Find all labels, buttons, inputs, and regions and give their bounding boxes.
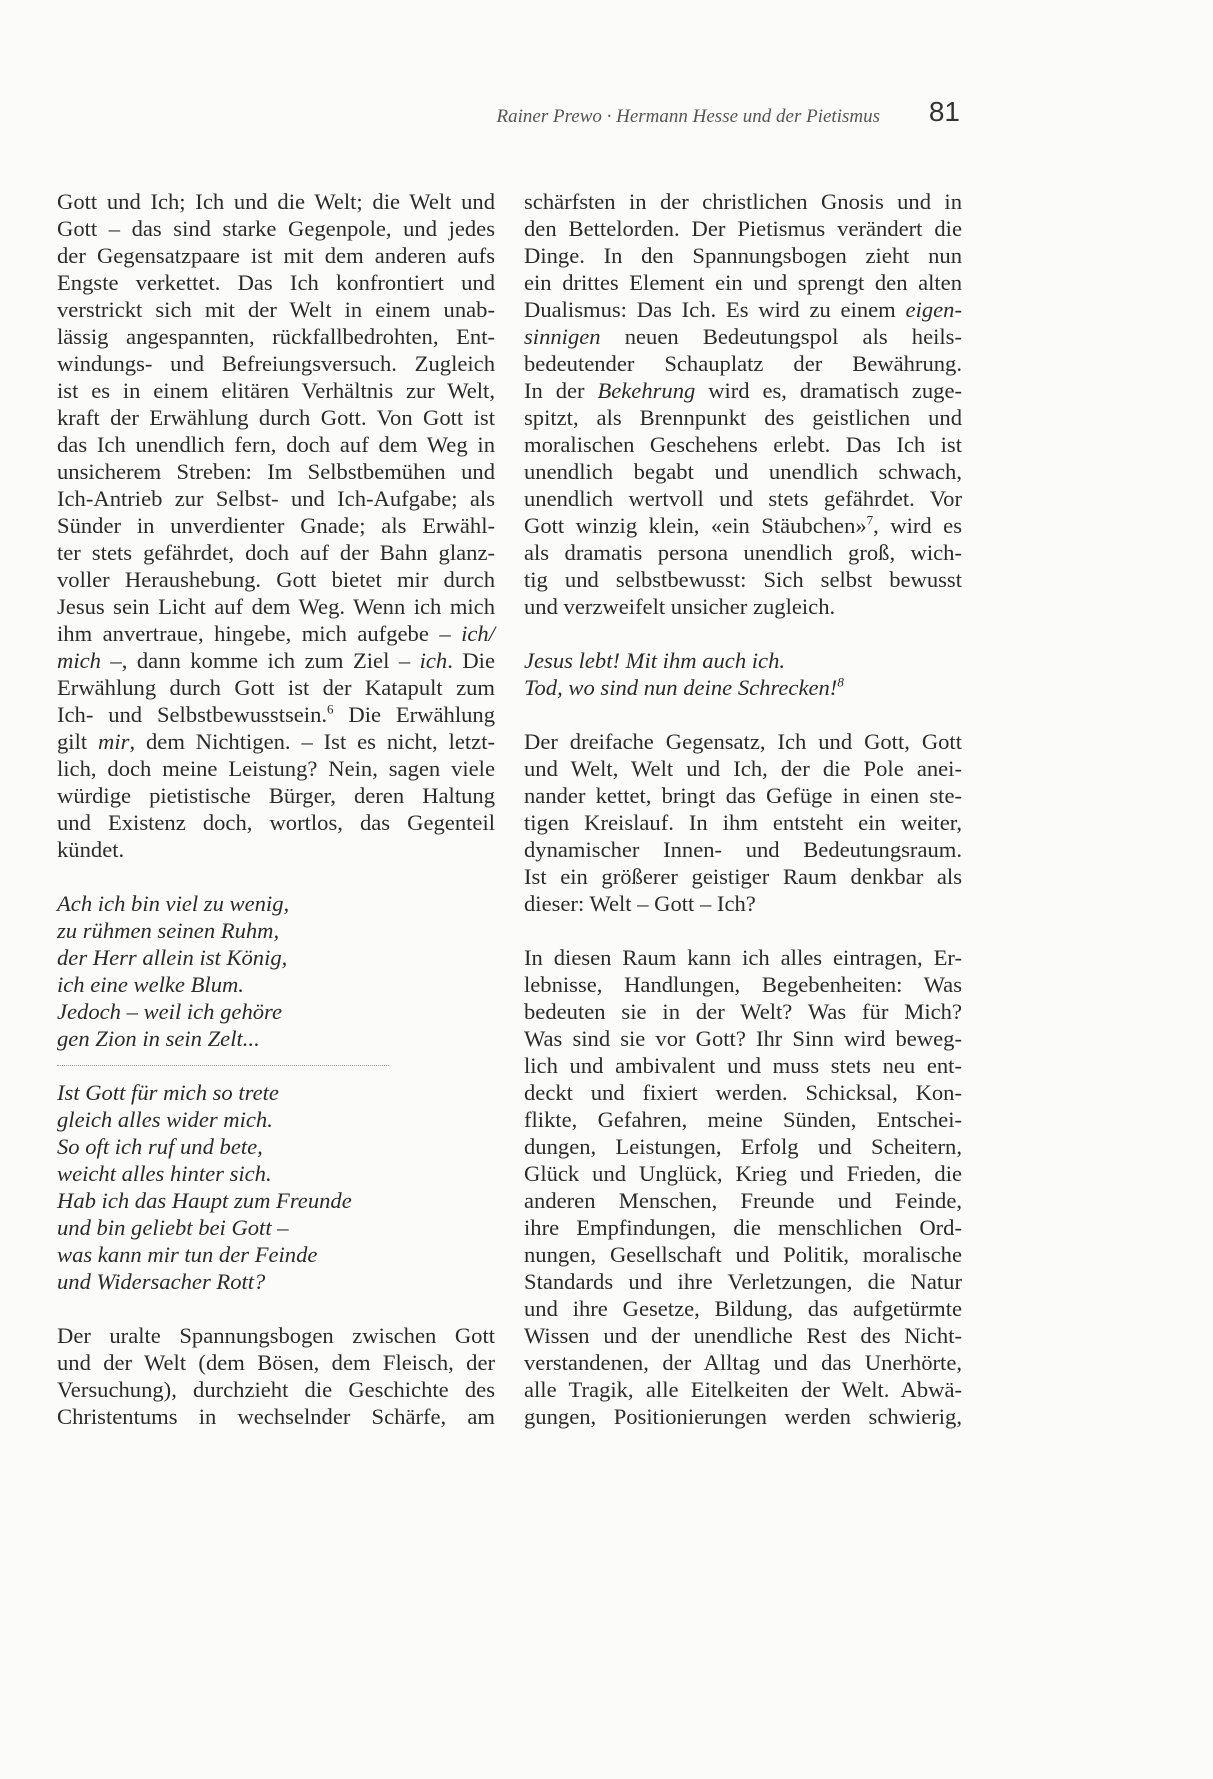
text-line: Wissen und der unendliche Rest des Nicht- bbox=[524, 1323, 962, 1348]
text-line: als dramatis persona unendlich groß, wich- bbox=[524, 540, 962, 565]
text-run: , wird es bbox=[873, 513, 962, 538]
italic-run: sinnigen bbox=[524, 324, 601, 349]
text-line: gungen, Positionierungen werden schwierig, bbox=[524, 1404, 962, 1429]
text-line bbox=[524, 296, 962, 323]
text-line bbox=[524, 512, 962, 539]
text-run: . Die bbox=[447, 648, 495, 673]
text-line: lich und ambivalent und muss stets neu ent- bbox=[524, 1053, 962, 1078]
text-line: ihre Empfindungen, die menschlichen Ord- bbox=[524, 1215, 962, 1240]
text-line: Was sind sie vor Gott? Ihr Sinn wird beweg- bbox=[524, 1026, 962, 1051]
text-line: Christentums in wechselnder Schärfe, am bbox=[57, 1404, 495, 1429]
text-line: dungen, Leistungen, Erfolg und Scheitern, bbox=[524, 1134, 962, 1159]
text-line: Gott und Ich; Ich und die Welt; die Welt und bbox=[57, 189, 495, 214]
text-line: Jesus sein Licht auf dem Weg. Wenn ich mich bbox=[57, 594, 495, 619]
text-run: ihm anvertraue, hingebe, mich aufgebe – bbox=[57, 621, 462, 646]
text-line: nungen, Gesellschaft und Politik, moralische bbox=[524, 1242, 962, 1267]
footnote-ref-7[interactable]: 7 bbox=[866, 512, 874, 528]
text-run: Tod, wo sind nun deine Schrecken! bbox=[524, 675, 838, 700]
spacer bbox=[524, 917, 962, 944]
text-line: verstrickt sich mit der Welt in einem unab- bbox=[57, 297, 495, 322]
footnote-ref-6[interactable]: 6 bbox=[327, 701, 334, 717]
text-run: , dem Nichtigen. – Ist es nicht, letzt- bbox=[129, 729, 496, 754]
text-line: ein drittes Element ein und sprengt den alten bbox=[524, 270, 962, 295]
verse-line: was kann mir tun der Feinde bbox=[57, 1242, 318, 1267]
text-run: Die Erwählung bbox=[333, 702, 495, 727]
verse-line: der Herr allein ist König, bbox=[57, 945, 288, 970]
verse-line: Hab ich das Haupt zum Freunde bbox=[57, 1188, 352, 1213]
verse-block-3 bbox=[524, 647, 962, 701]
text-line: Sünder in unverdienter Gnade; als Erwähl- bbox=[57, 513, 495, 538]
text-line: bedeuten sie in der Welt? Was für Mich? bbox=[524, 999, 962, 1024]
text-line: unendlich begabt und unendlich schwach, bbox=[524, 459, 962, 484]
text-line: verstandenen, der Alltag und das Unerhörte, bbox=[524, 1350, 962, 1375]
dotted-divider bbox=[57, 1065, 389, 1066]
text-line bbox=[57, 728, 495, 755]
text-line: schärfsten in der christlichen Gnosis und in bbox=[524, 189, 962, 214]
text-line: Erwählung durch Gott ist der Katapult zum bbox=[57, 675, 495, 700]
italic-run: Bekehrung bbox=[597, 378, 696, 403]
verse-line: gen Zion in sein Zelt... bbox=[57, 1026, 260, 1051]
footnote-ref-8[interactable]: 8 bbox=[837, 674, 844, 690]
text-line: ist es in einem elitären Verhältnis zur Welt, bbox=[57, 378, 495, 403]
page-number: 81 bbox=[928, 96, 960, 127]
text-line: lebnisse, Handlungen, Begebenheiten: Was bbox=[524, 972, 962, 997]
right-paragraph-2 bbox=[524, 728, 962, 917]
text-line: dieser: Welt – Gott – Ich? bbox=[524, 891, 756, 916]
verse-block-1 bbox=[57, 890, 495, 1052]
italic-run: ich/ bbox=[461, 621, 495, 646]
right-paragraph-3 bbox=[524, 944, 962, 1430]
text-line: und ihre Gesetze, Bildung, das aufgetürmte bbox=[524, 1296, 962, 1321]
verse-line: Jedoch – weil ich gehöre bbox=[57, 999, 283, 1024]
text-line: lässig angespannten, rückfallbedrohten, Ent- bbox=[57, 324, 495, 349]
text-run: gilt bbox=[57, 729, 99, 754]
text-line: Gott – das sind starke Gegenpole, und jedes bbox=[57, 216, 495, 241]
text-run: Gott winzig klein, «ein Stäubchen» bbox=[524, 513, 867, 538]
italic-run: mich bbox=[57, 648, 101, 673]
text-line: Engste verkettet. Das Ich konfrontiert und bbox=[57, 270, 495, 295]
verse-line: Jesus lebt! Mit ihm auch ich. bbox=[524, 648, 786, 673]
italic-run: mir bbox=[98, 729, 130, 754]
text-line bbox=[57, 647, 495, 674]
spacer bbox=[57, 863, 495, 890]
text-run: Ich- und Selbstbewusstsein. bbox=[57, 702, 328, 727]
text-run: In der bbox=[524, 378, 598, 403]
text-line bbox=[524, 377, 962, 404]
text-line: spitzt, als Brennpunkt des geistlichen und bbox=[524, 405, 962, 430]
running-head bbox=[440, 96, 960, 136]
text-line: Ist ein größerer geistiger Raum denkbar als bbox=[524, 864, 962, 889]
running-title: Rainer Prewo · Hermann Hesse und der Pietismus bbox=[496, 106, 880, 127]
text-line: windungs- und Befreiungsversuch. Zugleich bbox=[57, 351, 495, 376]
left-paragraph-1 bbox=[57, 188, 495, 863]
text-run: –, dann komme ich zum Ziel – bbox=[100, 648, 420, 673]
text-line: würdige pietistische Bürger, deren Haltung bbox=[57, 783, 495, 808]
verse-line: Ach ich bin viel zu wenig, bbox=[57, 891, 290, 916]
text-line: Dinge. In den Spannungsbogen zieht nun bbox=[524, 243, 962, 268]
text-line: moralischen Geschehens erlebt. Das Ich ist bbox=[524, 432, 962, 457]
text-line: deckt und fixiert werden. Schicksal, Kon- bbox=[524, 1080, 962, 1105]
verse-line: und bin geliebt bei Gott – bbox=[57, 1215, 289, 1240]
text-run: Dualismus: Das Ich. Es wird zu einem bbox=[524, 297, 906, 322]
text-line: unsicherem Streben: Im Selbstbemühen und bbox=[57, 459, 495, 484]
text-line: nander kettet, bringt das Gefüge in einen ste- bbox=[524, 783, 962, 808]
text-line: dynamischer Innen- und Bedeutungsraum. bbox=[524, 837, 962, 862]
left-paragraph-2 bbox=[57, 1322, 495, 1430]
text-line: Versuchung), durchzieht die Geschichte des bbox=[57, 1377, 495, 1402]
text-line: ter stets gefährdet, doch auf der Bahn glanz- bbox=[57, 540, 495, 565]
left-column bbox=[57, 188, 495, 1430]
text-line: kündet. bbox=[57, 837, 125, 862]
text-line: Standards und ihre Verletzungen, die Natur bbox=[524, 1269, 962, 1294]
text-line: Der uralte Spannungsbogen zwischen Gott bbox=[57, 1323, 495, 1348]
text-line bbox=[57, 620, 495, 647]
spacer bbox=[57, 1295, 495, 1322]
text-run: neuen Bedeutungspol als heils- bbox=[600, 324, 962, 349]
right-paragraph-1 bbox=[524, 188, 962, 620]
text-line: Ich-Antrieb zur Selbst- und Ich-Aufgabe; als bbox=[57, 486, 495, 511]
text-line: Der dreifache Gegensatz, Ich und Gott, Gott bbox=[524, 729, 962, 754]
text-line bbox=[524, 323, 962, 350]
text-line: und der Welt (dem Bösen, dem Fleisch, der bbox=[57, 1350, 495, 1375]
verse-line: So oft ich ruf und bete, bbox=[57, 1134, 263, 1159]
italic-run: ich bbox=[419, 648, 448, 673]
text-run: wird es, dramatisch zuge- bbox=[695, 378, 963, 403]
text-line: lich, doch meine Leistung? Nein, sagen viele bbox=[57, 756, 495, 781]
text-line: das Ich unendlich fern, doch auf dem Weg in bbox=[57, 432, 495, 457]
right-column bbox=[524, 188, 962, 1430]
verse-line: gleich alles wider mich. bbox=[57, 1107, 273, 1132]
text-line: und Welt, Welt und Ich, der die Pole anei- bbox=[524, 756, 962, 781]
text-line: der Gegensatzpaare ist mit dem anderen aufs bbox=[57, 243, 495, 268]
text-line: kraft der Erwählung durch Gott. Von Gott ist bbox=[57, 405, 495, 430]
text-line: alle Tragik, alle Eitelkeiten der Welt. Abwä- bbox=[524, 1377, 962, 1402]
text-line bbox=[57, 701, 495, 728]
spacer bbox=[524, 701, 962, 728]
verse-line bbox=[524, 674, 962, 701]
text-line: unendlich wertvoll und stets gefährdet. Vor bbox=[524, 486, 962, 511]
text-line: Glück und Unglück, Krieg und Frieden, die bbox=[524, 1161, 962, 1186]
verse-line: weicht alles hinter sich. bbox=[57, 1161, 272, 1186]
italic-run: eigen- bbox=[905, 297, 962, 322]
text-line: tig und selbstbewusst: Sich selbst bewusst bbox=[524, 567, 962, 592]
verse-line: zu rühmen seinen Ruhm, bbox=[57, 918, 280, 943]
text-line: anderen Menschen, Freunde und Feinde, bbox=[524, 1188, 962, 1213]
text-line: bedeutender Schauplatz der Bewährung. bbox=[524, 351, 962, 376]
verse-block-2 bbox=[57, 1079, 495, 1295]
text-line: In diesen Raum kann ich alles eintragen, Er- bbox=[524, 945, 962, 970]
spacer bbox=[524, 620, 962, 647]
text-line: voller Heraushebung. Gott bietet mir durch bbox=[57, 567, 495, 592]
text-line: und Existenz doch, wortlos, das Gegenteil bbox=[57, 810, 495, 835]
text-line: flikte, Gefahren, meine Sünden, Entschei- bbox=[524, 1107, 962, 1132]
text-line: den Bettelorden. Der Pietismus verändert die bbox=[524, 216, 962, 241]
verse-line: und Widersacher Rott? bbox=[57, 1269, 266, 1294]
text-line: und verzweifelt unsicher zugleich. bbox=[524, 594, 836, 619]
text-line: tigen Kreislauf. In ihm entsteht ein weiter, bbox=[524, 810, 962, 835]
verse-line: ich eine welke Blum. bbox=[57, 972, 244, 997]
verse-line: Ist Gott für mich so trete bbox=[57, 1080, 279, 1105]
